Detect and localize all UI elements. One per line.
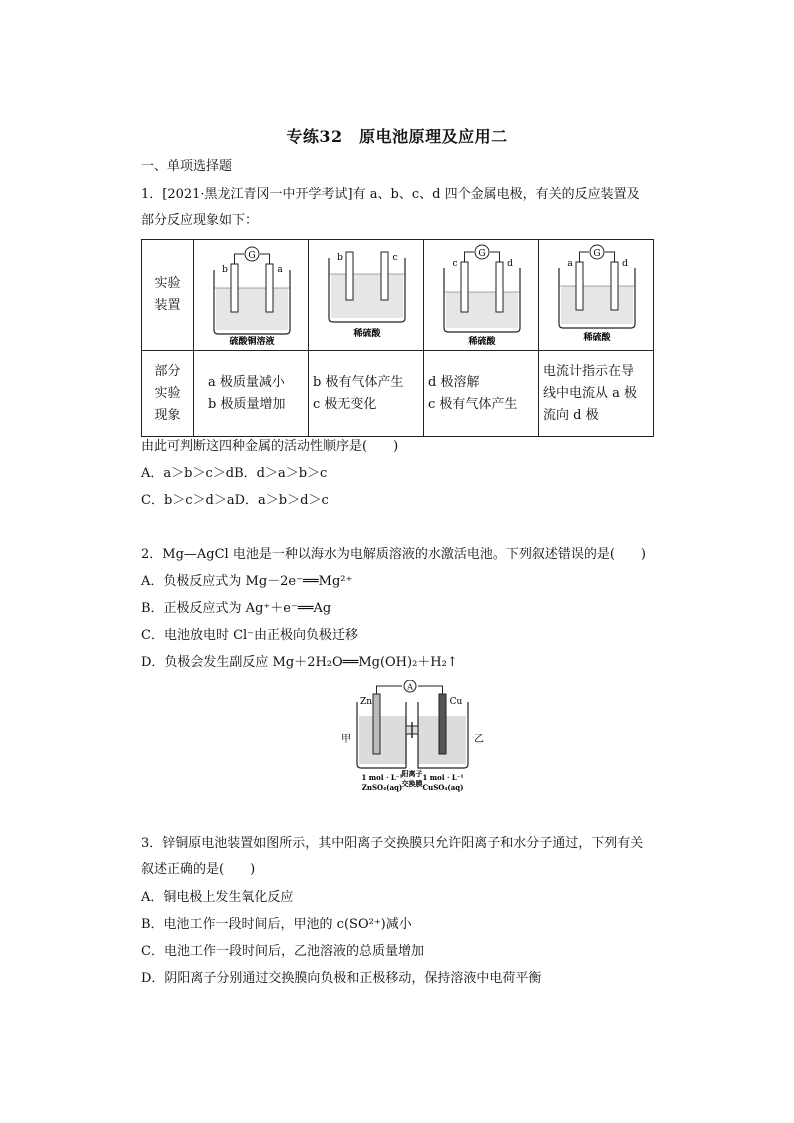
q3-stem-line1: 3．锌铜原电池装置如图所示，其中阳离子交换膜只允许阳离子和水分子通过，下列有关 bbox=[141, 836, 644, 851]
electrode-label: c bbox=[452, 259, 458, 269]
apparatus-cell bbox=[424, 240, 539, 351]
galvanometer-label: G bbox=[593, 249, 601, 259]
electrode-label: b bbox=[222, 265, 228, 275]
q1-stem-line2: 部分反应现象如下： bbox=[141, 213, 259, 228]
row-header-text: 现象 bbox=[154, 407, 181, 423]
observation-text: c 极有气体产生 bbox=[428, 396, 518, 412]
left-solution-label: ZnSO₄(aq) bbox=[361, 783, 403, 792]
observation-cell bbox=[194, 351, 309, 437]
left-conc-label: 1 mol · L⁻¹ bbox=[361, 773, 403, 782]
q1-stem-line1: 1．[2021·黑龙江青冈一中开学考试]有 a、b、c、d 四个金属电极，有关的反应装置及 bbox=[141, 187, 640, 202]
cell-yi-label: 乙 bbox=[474, 734, 484, 745]
section-heading: 一、单项选择题 bbox=[141, 159, 233, 174]
q2-option-a: A．负极反应式为 Mg－2e⁻══Mg²⁺ bbox=[141, 574, 353, 589]
apparatus-cell bbox=[194, 240, 309, 351]
q1-options-cd: C．b＞c＞d＞aD．a＞b＞d＞c bbox=[141, 493, 329, 508]
observation-text: c 极无变化 bbox=[313, 396, 377, 412]
apparatus-diagram-3 bbox=[424, 240, 539, 350]
membrane-label-1: 阳离子 bbox=[401, 769, 423, 778]
solution-label: 稀硫酸 bbox=[468, 337, 496, 347]
electrode-label: c bbox=[392, 253, 398, 263]
right-conc-label: 1 mol · L⁻¹ bbox=[422, 773, 464, 782]
page-title: 专练32 原电池原理及应用二 bbox=[286, 127, 508, 146]
row-header-apparatus bbox=[142, 240, 194, 351]
q2-option-d: D．负极会发生副反应 Mg＋2H₂O══Mg(OH)₂＋H₂↑ bbox=[141, 655, 458, 670]
observation-cell bbox=[309, 351, 424, 437]
cu-label: Cu bbox=[449, 697, 463, 707]
observation-text: 电流计指示在导 bbox=[543, 363, 635, 379]
observation-text: a 极质量减小 bbox=[208, 374, 285, 390]
electrode-label: d bbox=[622, 259, 628, 269]
observation-cell bbox=[424, 351, 539, 437]
right-solution-label: CuSO₄(aq) bbox=[422, 783, 464, 792]
apparatus-diagram-2 bbox=[309, 240, 424, 350]
zinc-copper-cell-diagram bbox=[336, 680, 496, 798]
zn-label: Zn bbox=[359, 697, 373, 707]
ammeter-label: A bbox=[407, 682, 413, 692]
row-header-observations bbox=[142, 351, 194, 437]
apparatus-cell bbox=[539, 240, 654, 351]
q2-option-c: C．电池放电时 Cl⁻由正极向负极迁移 bbox=[141, 628, 359, 643]
solution-label: 硫酸铜溶液 bbox=[229, 337, 275, 347]
solution-label: 稀硫酸 bbox=[353, 329, 381, 339]
row-header-text: 实验 bbox=[154, 276, 181, 291]
q2-option-b: B．正极反应式为 Ag⁺＋e⁻══Ag bbox=[141, 601, 332, 616]
apparatus-cell bbox=[309, 240, 424, 351]
q3-stem-line2: 叙述正确的是( ) bbox=[141, 862, 256, 877]
observation-text: 线中电流从 a 极 bbox=[543, 385, 638, 401]
electrode-label: a bbox=[277, 265, 283, 275]
q1-table bbox=[141, 239, 654, 437]
galvanometer-label: G bbox=[478, 249, 486, 259]
apparatus-diagram-4 bbox=[539, 240, 654, 350]
cell-jia-label: 甲 bbox=[341, 734, 351, 745]
solution-label: 稀硫酸 bbox=[583, 333, 611, 343]
observation-text: d 极溶解 bbox=[428, 374, 480, 390]
observation-text: b 极质量增加 bbox=[208, 396, 286, 412]
row-header-text: 部分 bbox=[154, 363, 181, 379]
row-header-text: 装置 bbox=[154, 298, 181, 313]
electrode-label: b bbox=[337, 253, 343, 263]
row-header-text: 实验 bbox=[154, 385, 181, 401]
apparatus-diagram-1 bbox=[194, 240, 309, 350]
observation-text: b 极有气体产生 bbox=[313, 374, 404, 390]
q3-option-a: A．铜电极上发生氧化反应 bbox=[141, 890, 294, 905]
q1-options-ab: A．a＞b＞c＞dB．d＞a＞b＞c bbox=[141, 466, 328, 481]
electrode-label: a bbox=[567, 259, 573, 269]
observation-text: 流向 d 极 bbox=[543, 407, 599, 423]
galvanometer-label: G bbox=[248, 251, 256, 261]
q1-question: 由此可判断这四种金属的活动性顺序是( ) bbox=[141, 439, 399, 454]
q3-option-d: D．阴阳离子分别通过交换膜向负极和正极移动，保持溶液中电荷平衡 bbox=[141, 971, 542, 986]
q2-stem: 2．Mg—AgCl 电池是一种以海水为电解质溶液的水激活电池。下列叙述错误的是( ) bbox=[141, 547, 646, 562]
observation-cell bbox=[539, 351, 654, 437]
q3-option-c: C．电池工作一段时间后，乙池溶液的总质量增加 bbox=[141, 944, 424, 959]
membrane-label-2: 交换膜 bbox=[401, 779, 423, 788]
q3-option-b: B．电池工作一段时间后，甲池的 c(SO²⁺)减小 bbox=[141, 917, 412, 932]
electrode-label: d bbox=[507, 259, 513, 269]
